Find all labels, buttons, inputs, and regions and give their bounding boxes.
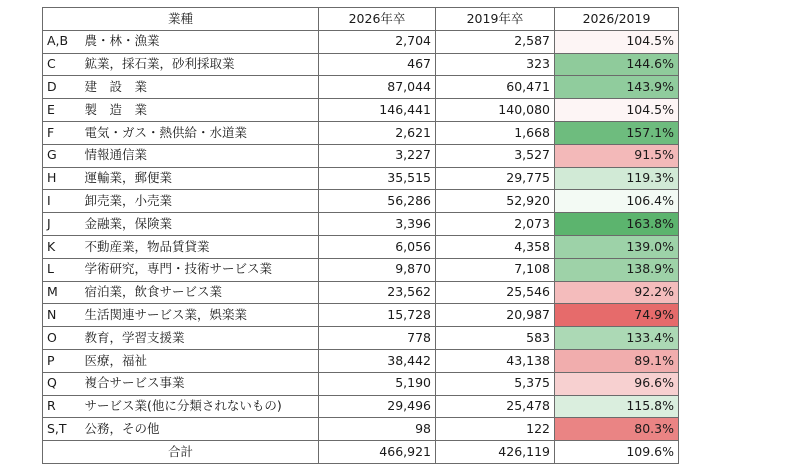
industry-code: L (43, 258, 81, 281)
header-2026: 2026年卒 (319, 8, 436, 31)
table-row (43, 304, 679, 327)
value-2019: 60,471 (436, 76, 555, 99)
value-2026: 467 (319, 53, 436, 76)
header-industry: 業種 (43, 8, 319, 31)
value-2019: 2,587 (436, 30, 555, 53)
header-2019: 2019年卒 (436, 8, 555, 31)
header-ratio: 2026/2019 (555, 8, 679, 31)
value-2019: 1,668 (436, 121, 555, 144)
total-row (43, 441, 679, 464)
table-row (43, 99, 679, 122)
industry-name: 宿泊業，飲食サービス業 (81, 281, 319, 304)
value-2026: 38,442 (319, 349, 436, 372)
industry-name: 公務，その他 (81, 418, 319, 441)
table-row (43, 372, 679, 395)
industry-code: R (43, 395, 81, 418)
total-ratio: 109.6% (555, 441, 679, 464)
value-2019: 4,358 (436, 235, 555, 258)
value-2019: 3,527 (436, 144, 555, 167)
value-2019: 140,080 (436, 99, 555, 122)
ratio-cell: 74.9% (555, 304, 679, 327)
value-2019: 29,775 (436, 167, 555, 190)
value-2019: 7,108 (436, 258, 555, 281)
industry-name: 卸売業，小売業 (81, 190, 319, 213)
ratio-cell: 133.4% (555, 327, 679, 350)
table-row (43, 30, 679, 53)
total-2026: 466,921 (319, 441, 436, 464)
value-2019: 2,073 (436, 213, 555, 236)
value-2019: 52,920 (436, 190, 555, 213)
industry-name: 生活関連サービス業，娯楽業 (81, 304, 319, 327)
value-2026: 3,396 (319, 213, 436, 236)
table-row (43, 76, 679, 99)
industry-name: 医療，福祉 (81, 349, 319, 372)
table-row (43, 213, 679, 236)
value-2019: 5,375 (436, 372, 555, 395)
industry-code: F (43, 121, 81, 144)
table-row (43, 418, 679, 441)
industry-code: S,T (43, 418, 81, 441)
ratio-cell: 96.6% (555, 372, 679, 395)
ratio-cell: 143.9% (555, 76, 679, 99)
ratio-cell: 138.9% (555, 258, 679, 281)
value-2026: 9,870 (319, 258, 436, 281)
value-2019: 43,138 (436, 349, 555, 372)
industry-name: 学術研究，専門・技術サービス業 (81, 258, 319, 281)
ratio-cell: 91.5% (555, 144, 679, 167)
table-row (43, 281, 679, 304)
value-2026: 23,562 (319, 281, 436, 304)
table-row (43, 190, 679, 213)
industry-code: J (43, 213, 81, 236)
industry-name: 教育，学習支援業 (81, 327, 319, 350)
ratio-cell: 144.6% (555, 53, 679, 76)
ratio-cell: 92.2% (555, 281, 679, 304)
industry-name: サービス業(他に分類されないもの) (81, 395, 319, 418)
table-row (43, 349, 679, 372)
industry-comparison-table (42, 7, 679, 464)
value-2026: 2,621 (319, 121, 436, 144)
table-row (43, 235, 679, 258)
value-2019: 122 (436, 418, 555, 441)
industry-name: 情報通信業 (81, 144, 319, 167)
ratio-cell: 89.1% (555, 349, 679, 372)
value-2026: 29,496 (319, 395, 436, 418)
industry-name: 運輸業，郵便業 (81, 167, 319, 190)
value-2019: 25,546 (436, 281, 555, 304)
ratio-cell: 163.8% (555, 213, 679, 236)
industry-name: 建 設 業 (81, 76, 319, 99)
industry-name: 製 造 業 (81, 99, 319, 122)
total-label: 合計 (43, 441, 319, 464)
value-2026: 35,515 (319, 167, 436, 190)
industry-code: G (43, 144, 81, 167)
ratio-cell: 115.8% (555, 395, 679, 418)
value-2019: 20,987 (436, 304, 555, 327)
table-row (43, 395, 679, 418)
value-2026: 5,190 (319, 372, 436, 395)
industry-code: H (43, 167, 81, 190)
value-2026: 778 (319, 327, 436, 350)
value-2026: 56,286 (319, 190, 436, 213)
value-2019: 583 (436, 327, 555, 350)
industry-code: E (43, 99, 81, 122)
table-row (43, 167, 679, 190)
industry-name: 金融業，保険業 (81, 213, 319, 236)
ratio-cell: 157.1% (555, 121, 679, 144)
value-2026: 98 (319, 418, 436, 441)
value-2019: 323 (436, 53, 555, 76)
ratio-cell: 106.4% (555, 190, 679, 213)
industry-name: 不動産業，物品賃貸業 (81, 235, 319, 258)
value-2026: 3,227 (319, 144, 436, 167)
table-row (43, 53, 679, 76)
industry-code: D (43, 76, 81, 99)
table-row (43, 144, 679, 167)
value-2026: 15,728 (319, 304, 436, 327)
industry-name: 農・林・漁業 (81, 30, 319, 53)
industry-code: Q (43, 372, 81, 395)
ratio-cell: 119.3% (555, 167, 679, 190)
value-2026: 146,441 (319, 99, 436, 122)
industry-code: O (43, 327, 81, 350)
value-2026: 87,044 (319, 76, 436, 99)
ratio-cell: 80.3% (555, 418, 679, 441)
table-row (43, 327, 679, 350)
industry-name: 鉱業，採石業，砂利採取業 (81, 53, 319, 76)
industry-code: K (43, 235, 81, 258)
ratio-cell: 139.0% (555, 235, 679, 258)
ratio-cell: 104.5% (555, 30, 679, 53)
industry-code: I (43, 190, 81, 213)
industry-code: C (43, 53, 81, 76)
industry-code: N (43, 304, 81, 327)
value-2026: 2,704 (319, 30, 436, 53)
industry-code: P (43, 349, 81, 372)
industry-code: M (43, 281, 81, 304)
table-row (43, 258, 679, 281)
value-2019: 25,478 (436, 395, 555, 418)
value-2026: 6,056 (319, 235, 436, 258)
total-2019: 426,119 (436, 441, 555, 464)
header-row (43, 8, 679, 31)
ratio-cell: 104.5% (555, 99, 679, 122)
table-row (43, 121, 679, 144)
industry-code: A,B (43, 30, 81, 53)
industry-name: 電気・ガス・熱供給・水道業 (81, 121, 319, 144)
industry-name: 複合サービス事業 (81, 372, 319, 395)
